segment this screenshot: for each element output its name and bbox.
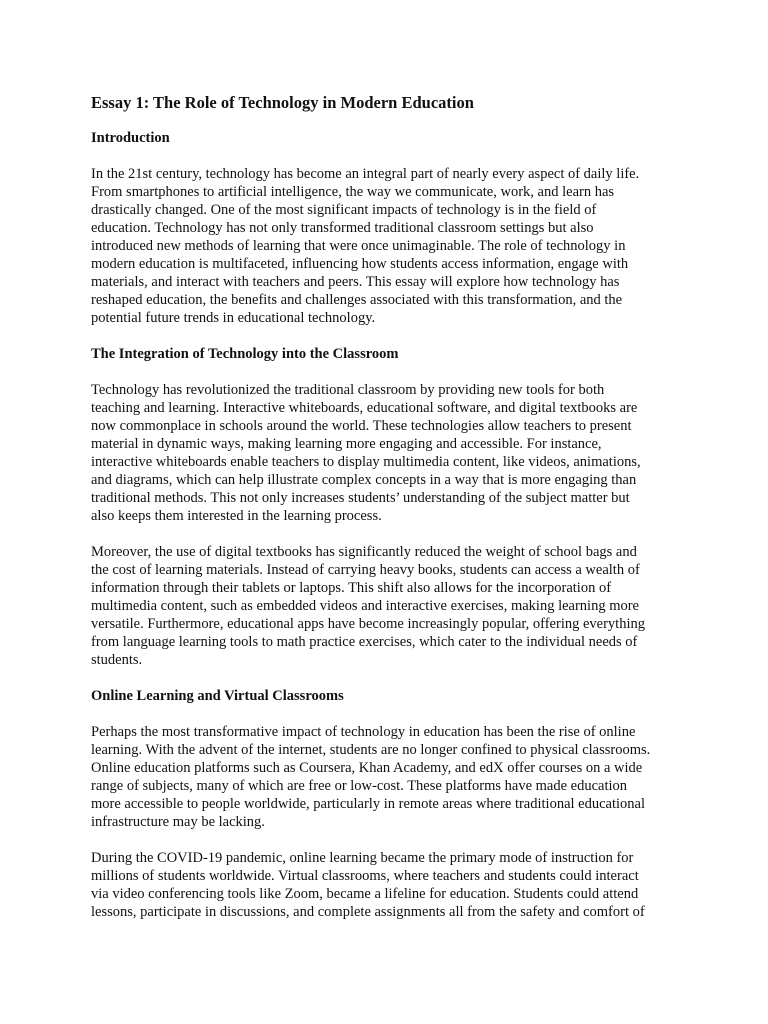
online-learning-paragraph-1	[91, 723, 681, 831]
text-line: millions of students worldwide. Virtual classrooms, where teachers and students could interact	[91, 868, 639, 884]
text-line: From smartphones to artificial intelligence, the way we communicate, work, and learn has	[91, 184, 615, 200]
text-line: traditional methods. This not only increases students’ understanding of the subject matter but	[91, 490, 630, 506]
text-line: lessons, participate in discussions, and complete assignments all from the safety and comfort of	[91, 904, 645, 920]
text-line: versatile. Furthermore, educational apps have become increasingly popular, offering everything	[91, 616, 645, 632]
text-line: from language learning tools to math practice exercises, which cater to the individual needs of	[91, 634, 638, 650]
text-line: range of subjects, many of which are free or low-cost. These platforms have made education	[91, 778, 628, 794]
integration-paragraph-2	[91, 543, 681, 669]
text-line: infrastructure may be lacking.	[91, 814, 265, 830]
section-heading-online-learning: Online Learning and Virtual Classrooms	[91, 688, 344, 704]
intro-paragraph	[91, 165, 681, 327]
text-line: drastically changed. One of the most significant impacts of technology is in the field of	[91, 202, 597, 218]
text-line: material in dynamic ways, making learning more engaging and accessible. For instance,	[91, 436, 602, 452]
text-line: In the 21st century, technology has become an integral part of nearly every aspect of daily life.	[91, 166, 640, 182]
online-learning-paragraph-2	[91, 849, 681, 921]
text-line: now commonplace in schools around the world. These technologies allow teachers to present	[91, 418, 632, 434]
section-heading-introduction: Introduction	[91, 130, 170, 146]
integration-paragraph-1	[91, 381, 681, 525]
text-line: modern education is multifaceted, influencing how students access information, engage with	[91, 256, 629, 272]
text-line: teaching and learning. Interactive whiteboards, educational software, and digital textbooks are	[91, 400, 638, 416]
text-line: and diagrams, which can help illustrate complex concepts in a way that is more engaging than	[91, 472, 637, 488]
text-line: materials, and interact with teachers and peers. This essay will explore how technology has	[91, 274, 620, 290]
text-line: learning. With the advent of the internet, students are no longer confined to physical classrooms.	[91, 742, 651, 758]
text-line: education. Technology has not only transformed traditional classroom settings but also	[91, 220, 594, 236]
text-line: potential future trends in educational technology.	[91, 310, 376, 326]
text-line: reshaped education, the benefits and challenges associated with this transformation, and the	[91, 292, 623, 308]
text-line: During the COVID-19 pandemic, online learning became the primary mode of instruction for	[91, 850, 634, 866]
text-line: Technology has revolutionized the traditional classroom by providing new tools for both	[91, 382, 605, 398]
text-line: information through their tablets or laptops. This shift also allows for the incorporation of	[91, 580, 612, 596]
text-line: interactive whiteboards enable teachers to display multimedia content, like videos, animations,	[91, 454, 641, 470]
document-page	[91, 92, 681, 921]
text-line: multimedia content, such as embedded videos and interactive exercises, making learning more	[91, 598, 639, 614]
text-line: Online education platforms such as Coursera, Khan Academy, and edX offer courses on a wide	[91, 760, 643, 776]
essay-title: Essay 1: The Role of Technology in Modern Education	[91, 93, 474, 112]
text-line: via video conferencing tools like Zoom, became a lifeline for education. Students could attend	[91, 886, 639, 902]
text-line: more accessible to people worldwide, particularly in remote areas where traditional educational	[91, 796, 645, 812]
text-line: Moreover, the use of digital textbooks has significantly reduced the weight of school bags and	[91, 544, 637, 560]
text-line: Perhaps the most transformative impact of technology in education has been the rise of online	[91, 724, 636, 740]
text-line: students.	[91, 652, 143, 668]
text-line: introduced new methods of learning that were once unimaginable. The role of technology in	[91, 238, 626, 254]
section-heading-integration: The Integration of Technology into the Classroom	[91, 346, 399, 362]
text-line: also keeps them interested in the learning process.	[91, 508, 382, 524]
text-line: the cost of learning materials. Instead of carrying heavy books, students can access a wealth of	[91, 562, 640, 578]
